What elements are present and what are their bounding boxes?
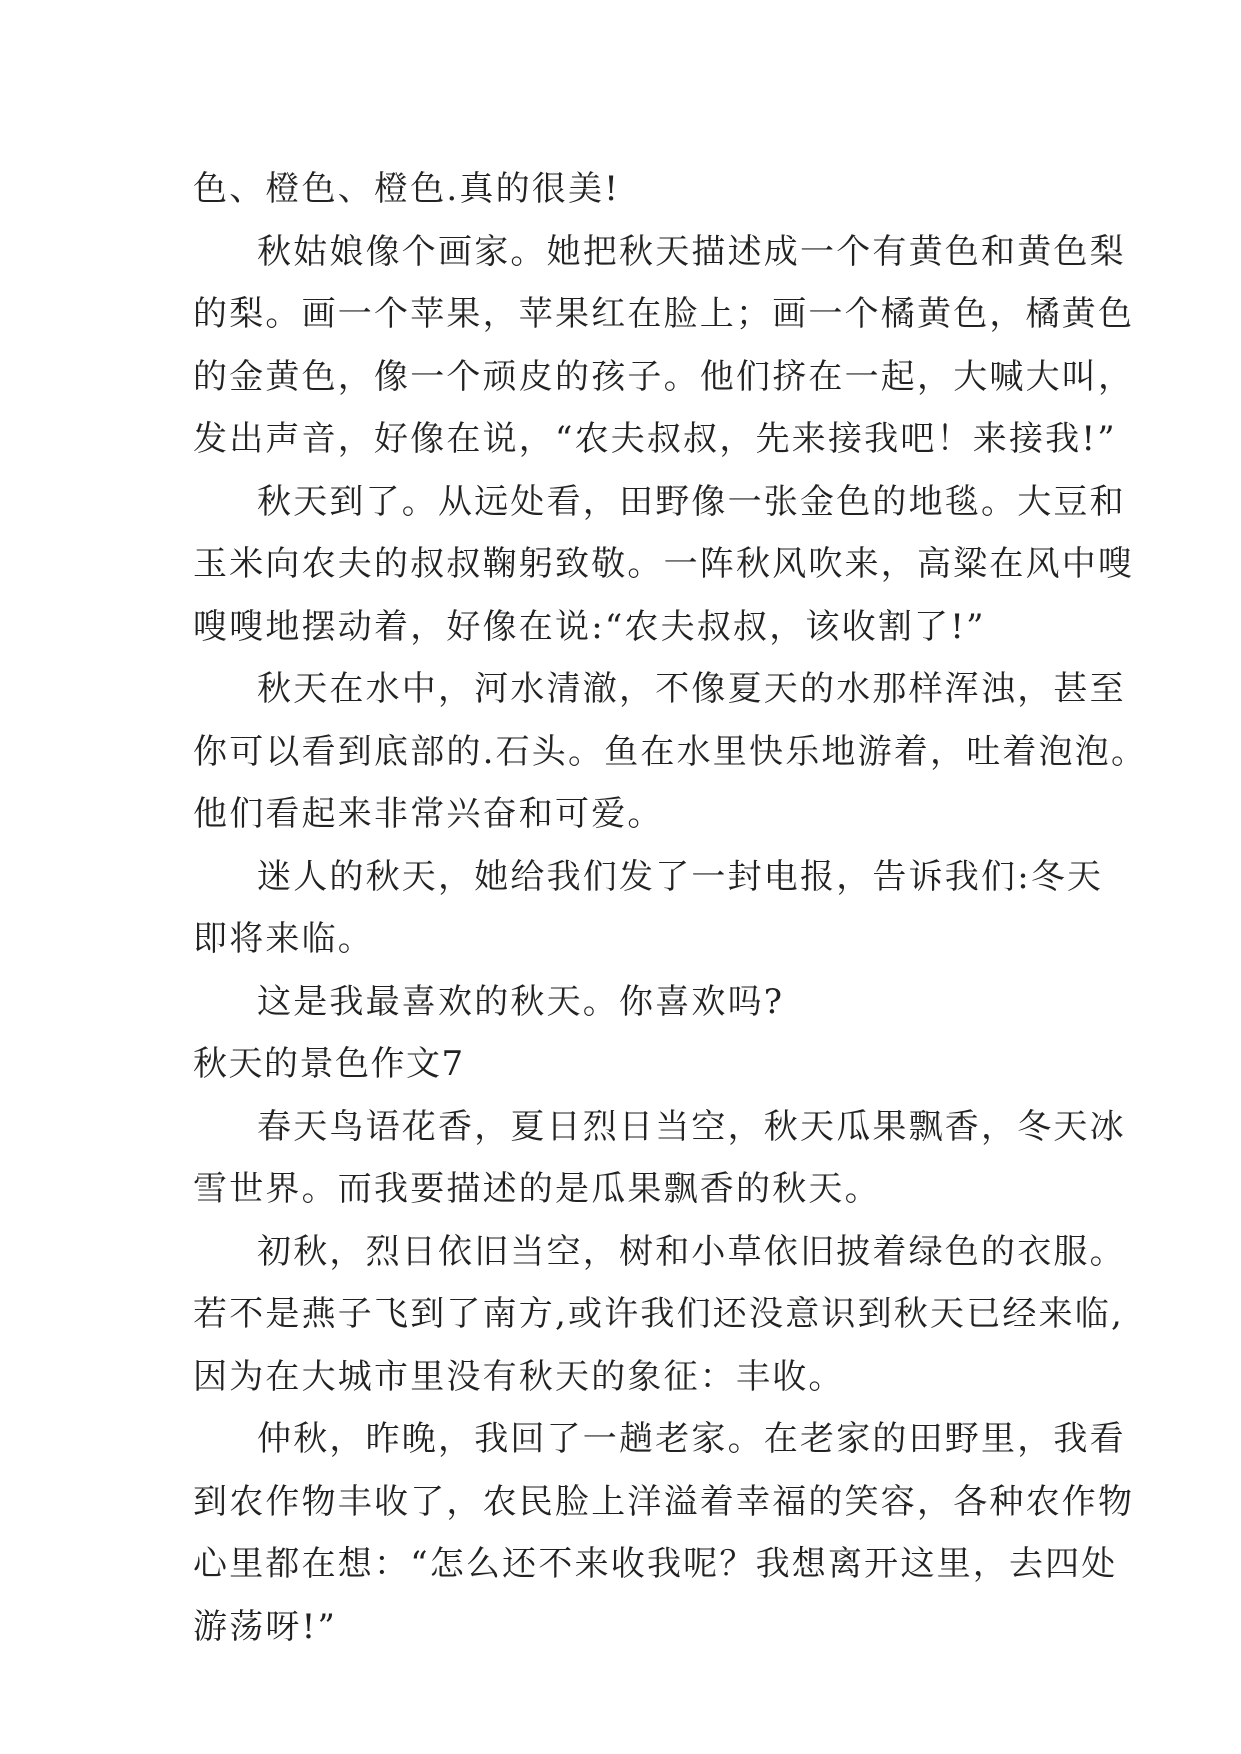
paragraph-start-line: 秋天到了。从远处看，田野像一张金色的地毯。大豆和: [257, 481, 1126, 522]
text-line: 的梨。画一个苹果，苹果红在脸上；画一个橘黄色，橘黄色: [193, 294, 1135, 334]
paragraph-start-line: 秋姑娘像个画家。她把秋天描述成一个有黄色和黄色梨: [257, 231, 1126, 272]
paragraph-start-line: 秋天在水中，河水清澈，不像夏天的水那样浑浊，甚至: [257, 669, 1126, 709]
text-line: 的金黄色，像一个顽皮的孩子。他们挤在一起，大喊大叫，: [193, 356, 1135, 397]
paragraph-start-line: 初秋，烈日依旧当空，树和小草依旧披着绿色的衣服。: [257, 1231, 1126, 1272]
text-line: 到农作物丰收了，农民脸上洋溢着幸福的笑容，各种农作物: [193, 1481, 1135, 1522]
text-line: 玉米向农夫的叔叔鞠躬致敬。一阵秋风吹来，高粱在风中嗖: [193, 544, 1135, 584]
text-line: 他们看起来非常兴奋和可爱。: [193, 794, 664, 834]
paragraph-start-line: 仲秋，昨晚，我回了一趟老家。在老家的田野里，我看: [257, 1419, 1126, 1459]
text-line: 若不是燕子飞到了南方,或许我们还没意识到秋天已经来临,: [193, 1294, 1125, 1334]
text-line: 游荡呀!”: [193, 1606, 338, 1647]
text-line: 发出声音，好像在说，“农夫叔叔，先来接我吧！来接我!”: [193, 419, 1117, 459]
paragraph-start-line: 迷人的秋天，她给我们发了一封电报，告诉我们:冬天: [257, 856, 1104, 897]
text-line: 嗖嗖地摆动着，好像在说:“农夫叔叔，该收割了!”: [193, 606, 986, 647]
text-line: 因为在大城市里没有秋天的象征：丰收。: [193, 1356, 845, 1397]
text-line: 色、橙色、橙色.真的很美!: [193, 169, 621, 209]
text-line: 雪世界。而我要描述的是瓜果飘香的秋天。: [193, 1169, 881, 1209]
document-body: [193, 158, 1148, 1658]
paragraph-start-line: 春天鸟语花香，夏日烈日当空，秋天瓜果飘香，冬天冰: [257, 1106, 1126, 1147]
text-line: 你可以看到底部的.石头。鱼在水里快乐地游着，吐着泡泡。: [193, 731, 1148, 772]
text-line: 即将来临。: [193, 919, 374, 959]
paragraph-start-line: 这是我最喜欢的秋天。你喜欢吗?: [257, 981, 785, 1022]
section-heading: 秋天的景色作文7: [193, 1044, 465, 1084]
text-line: 心里都在想：“怎么还不来收我呢？我想离开这里，去四处: [193, 1544, 1118, 1584]
